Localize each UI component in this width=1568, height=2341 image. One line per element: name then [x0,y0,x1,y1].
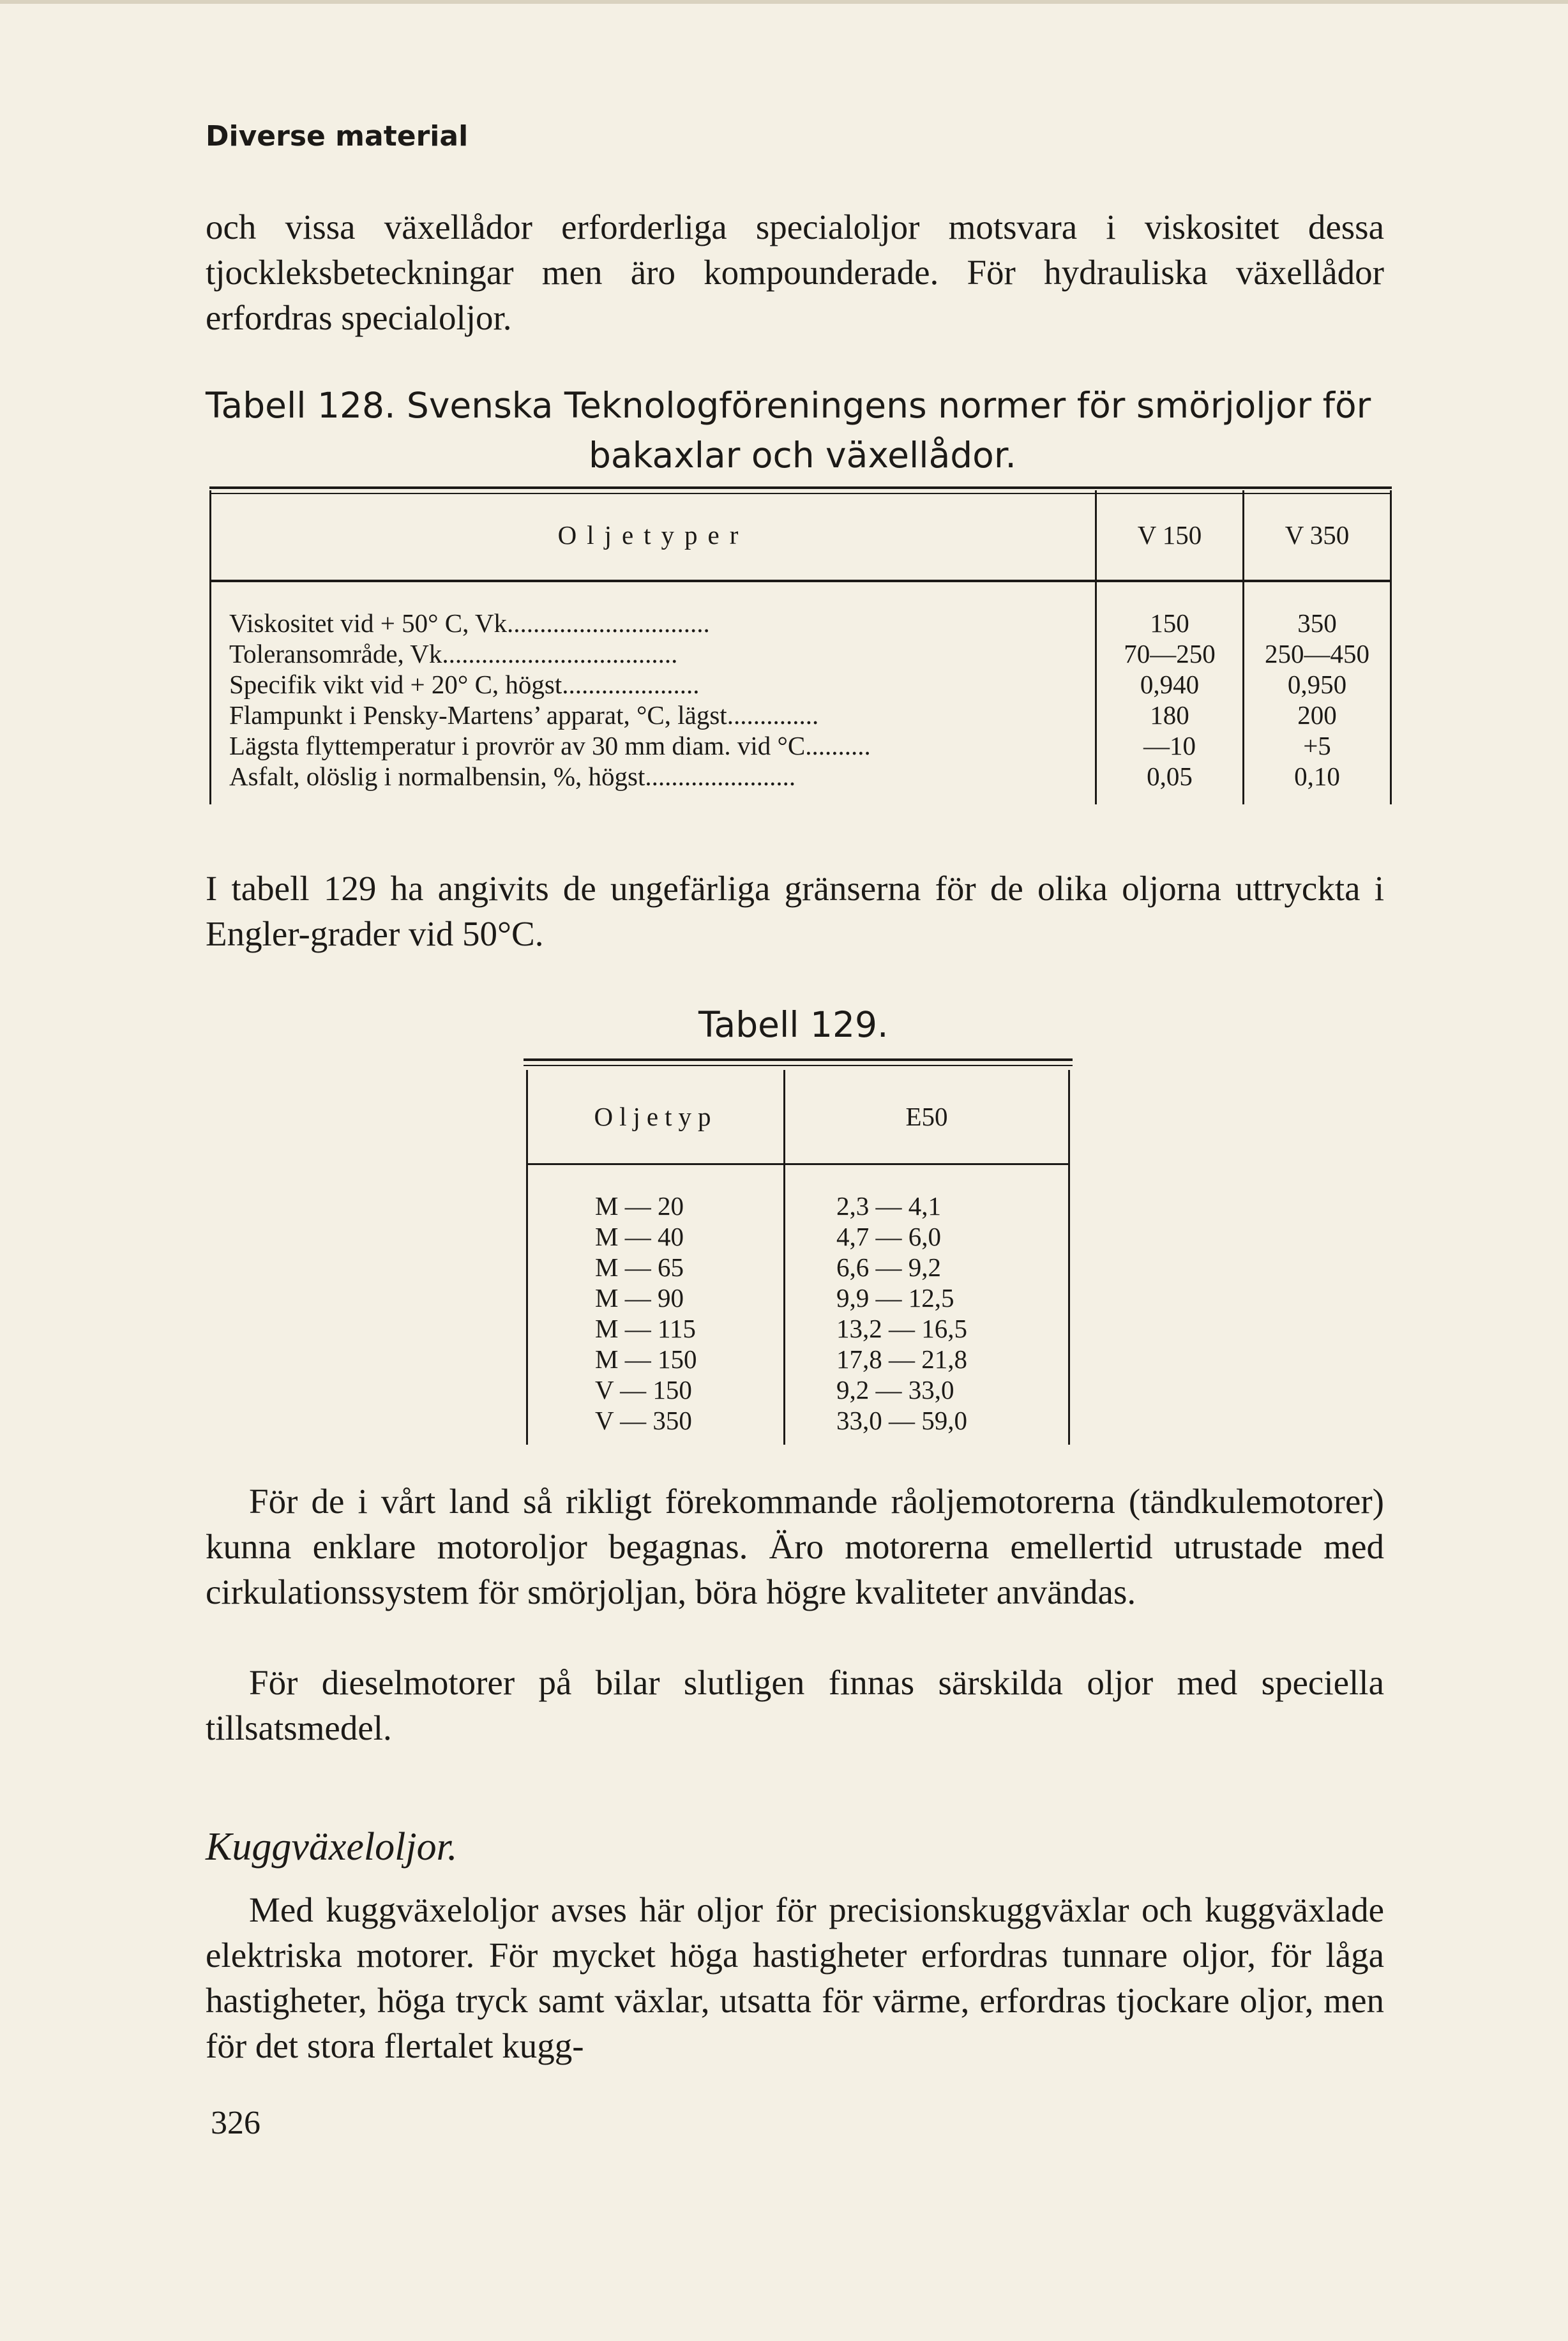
cell-e50: 33,0 — 59,0 [785,1405,1069,1445]
page-number: 326 [211,2105,260,2141]
table-row [527,1252,1069,1283]
cell-v150: 0,940 [1096,669,1244,700]
running-header: Diverse material [206,120,469,153]
table-row [527,1374,1069,1405]
table129-header-e50: E50 [785,1070,1069,1164]
row-label: Asfalt, olöslig i normalbensin, %, högst....................... [211,761,1096,804]
table128-caption-line1: Tabell 128. Svenska Teknologföreningens normer för smörjoljor för [206,385,1371,426]
table-row [211,608,1391,638]
table128-header-row [211,490,1391,581]
cell-e50: 17,8 — 21,8 [785,1344,1069,1374]
paragraph-kuggvaxeloljor: Med kuggväxeloljor avses här oljor för precisionskuggväxlar och kuggväxlade elektriska motorer. För mycket höga hastigheter erfordras tunnare oljor, för låga hastigheter, höga tryck samt växlar, utsatta för värme, erfordras tjockare oljor, men för det stora flertalet kugg- [206,1890,1384,2065]
table-row [211,669,1391,700]
section-title: Kuggväxeloljor. [206,1825,458,1869]
table-row [211,700,1391,730]
cell-v150: —10 [1096,730,1244,761]
cell-v150: 150 [1096,608,1244,638]
paragraph-dieselmotorer: För dieselmotorer på bilar slutligen finnas särskilda oljor med speciella tillsatsmedel. [206,1663,1384,1747]
row-label: Lägsta flyttemperatur i provrör av 30 mm diam. vid °C.......... [211,730,1096,761]
cell-v150: 180 [1096,700,1244,730]
table-row [527,1221,1069,1252]
cell-oljetyp: M — 90 [527,1283,785,1313]
cell-v350: +5 [1244,730,1391,761]
table-row [527,1191,1069,1221]
table129-top-rule [524,1058,1073,1061]
cell-e50: 6,6 — 9,2 [785,1252,1069,1283]
row-label: Specifik vikt vid + 20° C, högst..................... [211,669,1096,700]
cell-v350: 200 [1244,700,1391,730]
table128-header-oljetyper: Oljetyper [211,490,1096,581]
table128-header-v150: V 150 [1096,490,1244,581]
table-row [211,730,1391,761]
cell-e50: 13,2 — 16,5 [785,1313,1069,1344]
paragraph-intro: och vissa växellådor erforderliga specialoljor motsvara i viskositet dessa tjockleksbeteckningar men äro kompounderade. För hydrauliska växellådor erfordras specialoljor. [206,207,1384,337]
table-row [211,638,1391,669]
table-row [527,1405,1069,1445]
table-129 [526,1070,1070,1445]
cell-e50: 4,7 — 6,0 [785,1221,1069,1252]
table128-caption-line2: bakaxlar och växellådor. [589,435,1016,476]
table128-top-rule [209,486,1392,489]
table129-header-row [527,1070,1069,1164]
cell-v350: 0,10 [1244,761,1391,804]
cell-e50: 9,9 — 12,5 [785,1283,1069,1313]
paragraph-raoljemotorer: För de i vårt land så rikligt förekommande råoljemotorerna (tändkulemotorer) kunna enklare motoroljor begagnas. Äro motorerna emellertid utrustade med cirkulationssystem för smörjoljan, böra högre kvaliteter användas. [206,1482,1384,1611]
cell-oljetyp: M — 40 [527,1221,785,1252]
table129-caption: Tabell 129. [698,1004,889,1045]
table-128 [209,490,1392,804]
row-label: Toleransområde, Vk.................................... [211,638,1096,669]
cell-oljetyp: V — 350 [527,1405,785,1445]
row-label: Viskositet vid + 50° C, Vk............................... [211,608,1096,638]
cell-oljetyp: M — 115 [527,1313,785,1344]
cell-v350: 350 [1244,608,1391,638]
row-label: Flampunkt i Pensky-Martens’ apparat, °C, lägst.............. [211,700,1096,730]
cell-v350: 0,950 [1244,669,1391,700]
top-edge [0,0,1568,4]
cell-v150: 70—250 [1096,638,1244,669]
cell-e50: 9,2 — 33,0 [785,1374,1069,1405]
table-row [527,1344,1069,1374]
cell-oljetyp: V — 150 [527,1374,785,1405]
table-row [211,761,1391,804]
table128-caption [206,380,1393,480]
paragraph-table129-intro: I tabell 129 ha angivits de ungefärliga gränserna för de olika oljorna uttryckta i Engler-grader vid 50°C. [206,869,1384,953]
table129-top-rule-thin [524,1065,1073,1066]
cell-v150: 0,05 [1096,761,1244,804]
table128-header-v350: V 350 [1244,490,1391,581]
cell-oljetyp: M — 65 [527,1252,785,1283]
cell-v350: 250—450 [1244,638,1391,669]
table-row [527,1313,1069,1344]
cell-e50: 2,3 — 4,1 [785,1191,1069,1221]
table129-header-oljetyp: Oljetyp [527,1070,785,1164]
table-row [527,1283,1069,1313]
cell-oljetyp: M — 150 [527,1344,785,1374]
cell-oljetyp: M — 20 [527,1191,785,1221]
